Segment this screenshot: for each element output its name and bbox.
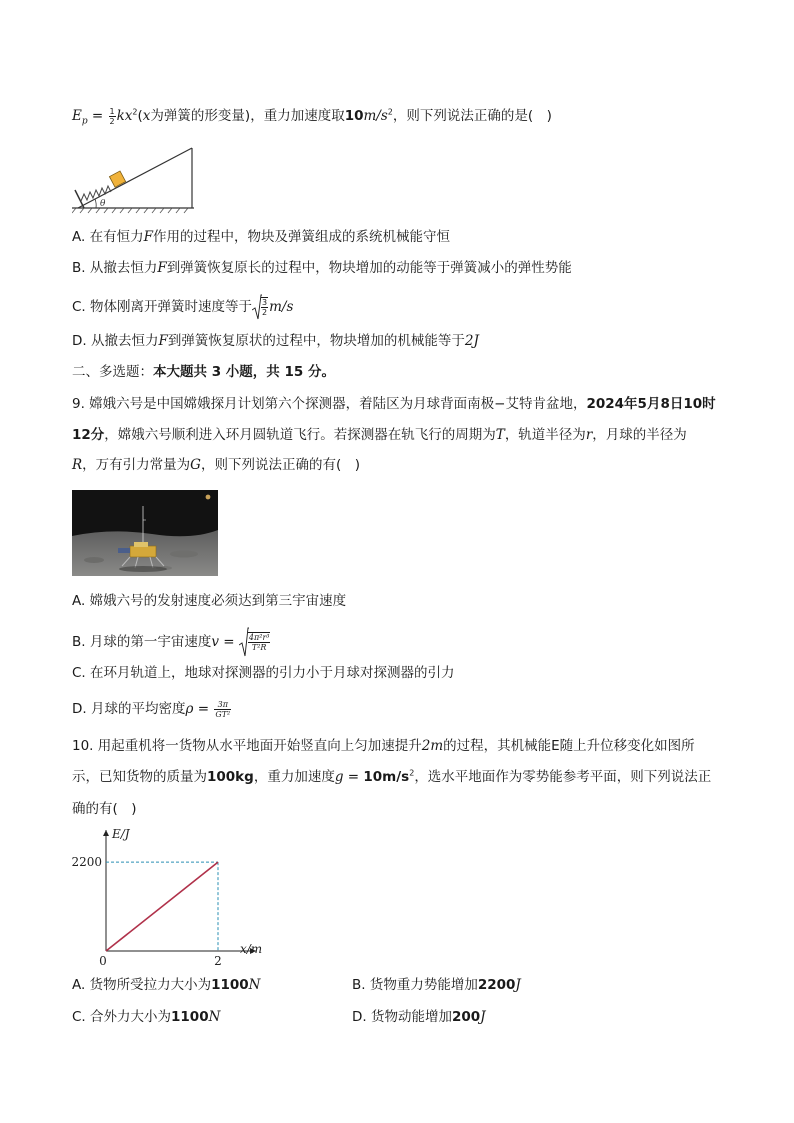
- q10-stem-line3: 确的有( ): [72, 801, 137, 817]
- sqrt-three-halves: $\frac{3}{2}$: [252, 294, 269, 320]
- q9-option-a[interactable]: A. 嫦娥六号的发射速度必须达到第三宇宙速度: [72, 593, 347, 609]
- q9-option-d[interactable]: D. 月球的平均密度ρ = $\frac{3\pi}{\text{GT²}}$: [72, 699, 231, 719]
- q9-stem-line1: 9. 嫦娥六号是中国嫦娥探月计划第六个探测器，着陆区为月球背面南极−艾特肯盆地，2024年5月8日10时: [72, 396, 716, 412]
- y-axis-arrow: [103, 830, 109, 836]
- q10-option-c[interactable]: C. 合外力大小为1100N: [72, 1009, 221, 1025]
- x-tick-0: 0: [99, 954, 107, 968]
- energy-displacement-chart: [66, 820, 266, 975]
- lunar-lander-photo: [72, 490, 218, 576]
- q9-option-c[interactable]: C. 在环月轨道上，地球对探测器的引力小于月球对探测器的引力: [72, 665, 455, 681]
- x-axis-label: x/m: [240, 942, 263, 956]
- y-tick-2200: 2200: [71, 855, 102, 870]
- q8-option-c[interactable]: C. 物体刚离开弹簧时速度等于 $\frac{3}{2}$ m/s: [72, 294, 293, 320]
- q8-stem: $E_p$ = $\frac{1}{2}$ $kx^2(x$为弹簧的形变量)，重力加速度取$10m/s^2$，则下列说法正确的是( ): [72, 106, 552, 127]
- x-tick-2: 2: [214, 954, 222, 968]
- q9-stem-line2: 12分，嫦娥六号顺利进入环月圆轨道飞行。若探测器在轨飞行的周期为T，轨道半径为r，月球的半径为: [72, 427, 687, 443]
- angle-theta-label: θ: [100, 199, 106, 209]
- q10-option-b[interactable]: B. 货物重力势能增加2200J: [352, 977, 521, 993]
- section-heading-multiple-choice: 二、多选题：本大题共 3 小题，共 15 分。: [72, 364, 335, 380]
- q10-option-d[interactable]: D. 货物动能增加200J: [352, 1009, 486, 1025]
- q9-option-b[interactable]: B. 月球的第一宇宙速度v = $\frac{\text{4π²r³}}{\text{T²R}}$: [72, 627, 271, 657]
- q10-stem-line1: 10. 用起重机将一货物从水平地面开始竖直向上匀加速提升2m的过程，其机械能E随上升位移变化如图所: [72, 738, 695, 754]
- y-axis-label: E/J: [112, 827, 130, 841]
- sqrt-first-cosmic-speed: $\frac{\text{4π²r³}}{\text{T²R}}$: [239, 627, 272, 657]
- q8-option-a[interactable]: A. 在有恒力F作用的过程中，物块及弹簧组成的系统机械能守恒: [72, 229, 450, 245]
- q8-half-fraction: $\frac{1}{2}$: [109, 106, 115, 126]
- q10-stem-line2: 示，已知货物的质量为100kg，重力加速度$g = 10m/s^2$，选水平地面作为零势能参考平面，则下列说法正: [72, 768, 712, 785]
- density-fraction: $\frac{3\pi}{\text{GT²}}$: [215, 699, 231, 719]
- incline-spring-figure: [72, 146, 202, 214]
- q9-stem-line3: R，万有引力常量为G，则下列说法正确的有( ): [72, 457, 361, 473]
- energy-line: [106, 862, 218, 951]
- q10-option-a[interactable]: A. 货物所受拉力大小为1100N: [72, 977, 261, 993]
- q8-option-d[interactable]: D. 从撤去恒力F到弹簧恢复原状的过程中，物块增加的机械能等于2J: [72, 333, 479, 349]
- q8-option-b[interactable]: B. 从撤去恒力F到弹簧恢复原长的过程中，物块增加的动能等于弹簧减小的弹性势能: [72, 260, 572, 276]
